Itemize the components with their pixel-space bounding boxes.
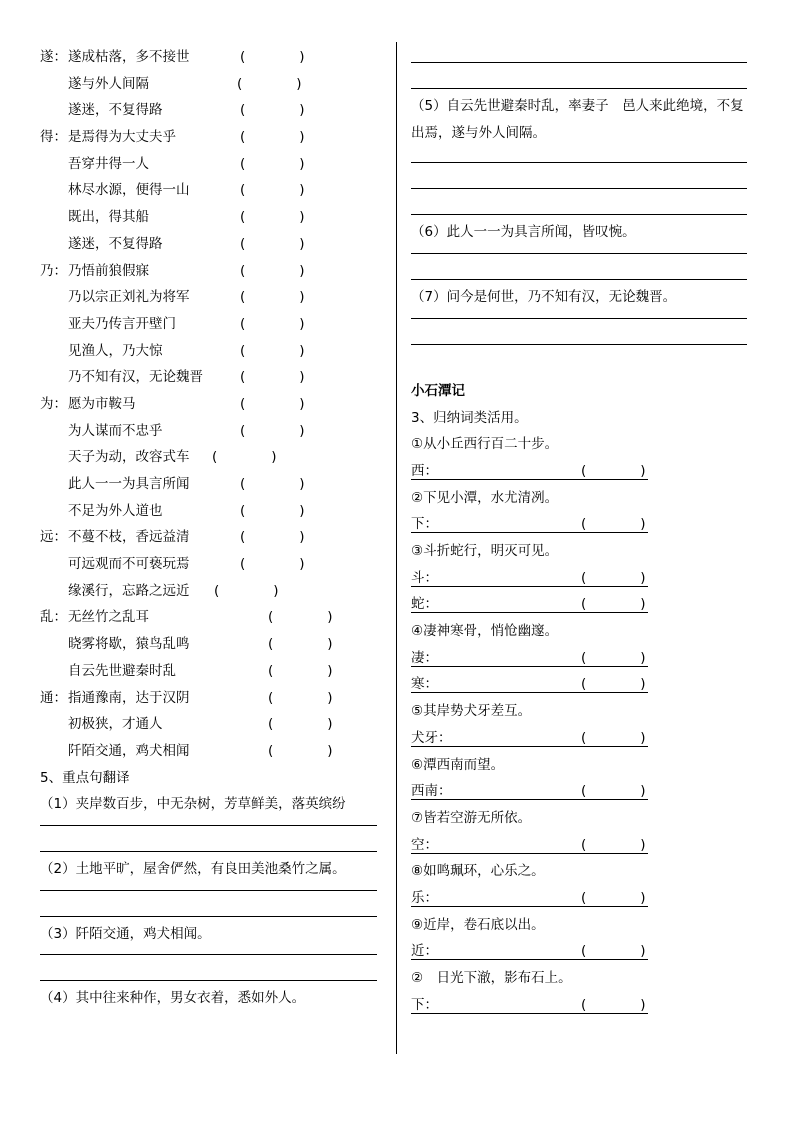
answer-blank[interactable]: ( ): [581, 996, 646, 1013]
answer-blank[interactable]: ( ): [240, 235, 305, 252]
fill-row: [411, 458, 756, 485]
vocab-phrase: 指通豫南，达于汉阴: [68, 689, 190, 706]
vocab-row: [40, 578, 380, 605]
fill-row: [411, 565, 756, 592]
translation-sentence: （6）此人一一为具言所闻，皆叹惋。: [411, 224, 636, 241]
answer-blank[interactable]: ( ): [581, 729, 646, 746]
answer-line[interactable]: [40, 954, 377, 955]
vocab-row: [40, 444, 380, 471]
answer-line[interactable]: [411, 279, 747, 280]
answer-line[interactable]: [40, 916, 377, 917]
left-column: [40, 44, 380, 1012]
example-sentence: ①从小丘西行百二十步。: [411, 436, 559, 453]
vocab-phrase: 遂迷，不复得路: [68, 235, 163, 252]
answer-line[interactable]: [40, 851, 377, 852]
translation-3: [40, 921, 380, 982]
vocab-phrase: 愿为市鞍马: [68, 395, 136, 412]
vocab-phrase: 此人一一为具言所闻: [68, 476, 190, 492]
vocab-key: 乱：: [40, 609, 67, 626]
answer-blank[interactable]: ( ): [240, 502, 305, 519]
answer-blank[interactable]: ( ): [581, 569, 646, 586]
answer-blank[interactable]: ( ): [581, 462, 646, 479]
answer-line[interactable]: [411, 162, 747, 163]
vocab-key: 得：: [40, 129, 67, 146]
answer-blank[interactable]: ( ): [237, 75, 302, 92]
fill-row: [411, 938, 756, 965]
translation-2: [40, 856, 380, 917]
answer-line[interactable]: [40, 825, 377, 826]
vocab-key: 远：: [40, 529, 67, 546]
answer-blank[interactable]: ( ): [240, 155, 305, 172]
fill-row: [411, 645, 756, 672]
word-label: 寒：: [411, 676, 438, 693]
conversion-list: [411, 431, 756, 1018]
translation-7: [411, 284, 756, 345]
answer-blank[interactable]: ( ): [581, 649, 646, 666]
answer-line[interactable]: [411, 344, 747, 345]
answer-blank[interactable]: ( ): [268, 662, 333, 679]
answer-blank[interactable]: ( ): [268, 689, 333, 706]
right-column: [411, 44, 756, 1018]
answer-blank[interactable]: ( ): [240, 315, 305, 332]
answer-blank[interactable]: ( ): [581, 783, 646, 800]
vocab-phrase: 缘溪行，忘路之远近: [68, 582, 190, 599]
vocab-row: [40, 471, 380, 498]
answer-blank[interactable]: ( ): [240, 262, 305, 279]
word-label: 蛇：: [411, 596, 438, 613]
vocab-row: [40, 658, 380, 685]
vocab-key: 为：: [40, 395, 67, 412]
answer-line[interactable]: [40, 890, 377, 891]
vocab-row: [40, 258, 380, 285]
translation-sentence: （5）自云先世避秦时乱，率妻子 邑人来此绝境，不复出焉，遂与外人间隔。: [411, 98, 744, 141]
word-label: 乐：: [411, 890, 438, 906]
answer-blank[interactable]: ( ): [268, 636, 333, 653]
translation-heading: 5、重点句翻译: [40, 769, 130, 786]
fill-row: [411, 591, 756, 618]
vocab-phrase: 不足为外人道也: [68, 502, 163, 519]
word-label: 西：: [411, 462, 438, 479]
vocab-phrase: 乃以宗正刘礼为将军: [68, 289, 190, 306]
answer-line[interactable]: [411, 88, 747, 89]
vocab-list: [40, 44, 380, 765]
answer-blank[interactable]: ( ): [240, 529, 305, 546]
answer-blank[interactable]: ( ): [240, 49, 305, 65]
answer-blank[interactable]: ( ): [581, 596, 646, 613]
vocab-phrase: 吾穿井得一人: [68, 155, 149, 172]
fill-row: [411, 511, 756, 538]
answer-blank[interactable]: ( ): [212, 449, 277, 466]
translation-sentence: （1）夹岸数百步，中无杂树，芳草鲜美，落英缤纷: [40, 796, 346, 813]
vocab-phrase: 晓雾将歇，猿鸟乱鸣: [68, 636, 190, 653]
example-sentence: ⑥潭西南而望。: [411, 756, 505, 773]
vocab-phrase: 遂与外人间隔: [68, 75, 149, 92]
vocab-key: 遂：: [40, 49, 67, 65]
section-heading: 3、归纳词类活用。: [411, 409, 528, 426]
word-label: 下：: [411, 996, 438, 1013]
vocab-phrase: 乃悟前狼假寐: [68, 262, 149, 279]
answer-blank[interactable]: ( ): [240, 289, 305, 306]
vocab-row: [40, 685, 380, 712]
answer-blank[interactable]: ( ): [240, 209, 305, 226]
answer-line[interactable]: [411, 253, 747, 254]
vocab-phrase: 初极狭，才通人: [68, 716, 163, 733]
example-sentence: ⑤其岸势犬牙差互。: [411, 703, 532, 720]
example-sentence: ③斗折蛇行，明灭可见。: [411, 542, 559, 559]
vocab-row: [40, 177, 380, 204]
answer-blank[interactable]: ( ): [581, 836, 646, 853]
vocab-key: 乃：: [40, 262, 67, 279]
vocab-phrase: 为人谋而不忠乎: [68, 422, 163, 439]
fill-row: [411, 671, 756, 698]
word-label: 斗：: [411, 569, 438, 586]
answer-blank[interactable]: ( ): [268, 609, 333, 626]
fill-row: [411, 725, 756, 752]
word-label: 西南：: [411, 783, 452, 800]
answer-blank[interactable]: ( ): [240, 182, 305, 199]
vocab-phrase: 亚夫乃传言开壁门: [68, 315, 176, 332]
answer-blank[interactable]: ( ): [214, 582, 279, 599]
translation-sentence: （7）问今是何世，乃不知有汉，无论魏晋。: [411, 289, 677, 306]
word-label: 下：: [411, 516, 438, 533]
vocab-row: [40, 284, 380, 311]
column-divider: [396, 42, 397, 1054]
fill-row: [411, 778, 756, 805]
answer-blank[interactable]: ( ): [268, 716, 333, 733]
vocab-row: [40, 97, 380, 124]
answer-blank[interactable]: ( ): [240, 395, 305, 412]
answer-blank[interactable]: ( ): [240, 102, 305, 119]
answer-blank[interactable]: ( ): [240, 476, 305, 492]
vocab-row: [40, 711, 380, 738]
vocab-row: [40, 204, 380, 231]
vocab-row: [40, 391, 380, 418]
vocab-phrase: 林尽水源，便得一山: [68, 182, 190, 199]
translation-1: [40, 791, 380, 852]
vocab-phrase: 乃不知有汉，无论魏晋: [68, 369, 203, 386]
vocab-row: [40, 418, 380, 445]
answer-blank[interactable]: ( ): [240, 422, 305, 439]
vocab-phrase: 阡陌交通，鸡犬相闻: [68, 742, 190, 759]
translation-sentence: （2）土地平旷，屋舍俨然，有良田美池桑竹之属。: [40, 860, 346, 877]
answer-blank[interactable]: ( ): [240, 129, 305, 146]
answer-line[interactable]: [411, 62, 747, 63]
example-sentence: ⑨近岸，卷石底以出。: [411, 916, 545, 933]
example-sentence: ④凄神寒骨，悄怆幽邃。: [411, 623, 559, 640]
section-title: 小石潭记: [411, 382, 465, 399]
word-label: 近：: [411, 943, 438, 960]
translation-6: [411, 219, 756, 280]
answer-blank[interactable]: ( ): [240, 556, 305, 573]
vocab-row: [40, 231, 380, 258]
vocab-phrase: 自云先世避秦时乱: [68, 662, 176, 679]
vocab-row: [40, 631, 380, 658]
answer-line[interactable]: [40, 980, 377, 981]
vocab-phrase: 不蔓不枝，香远益清: [68, 529, 190, 546]
vocab-phrase: 遂迷，不复得路: [68, 102, 163, 119]
example-sentence: ⑦皆若空游无所依。: [411, 809, 532, 826]
fill-row: [411, 885, 756, 912]
answer-line[interactable]: [411, 188, 747, 189]
vocab-phrase: 可远观而不可亵玩焉: [68, 556, 190, 573]
vocab-row: [40, 604, 380, 631]
answer-blank[interactable]: ( ): [581, 516, 646, 533]
answer-blank[interactable]: ( ): [581, 676, 646, 693]
fill-row: [411, 832, 756, 859]
answer-blank[interactable]: ( ): [581, 890, 646, 906]
vocab-row: [40, 738, 380, 765]
translation-5: [411, 93, 756, 215]
vocab-row: [40, 524, 380, 551]
vocab-phrase: 见渔人，乃大惊: [68, 342, 163, 359]
answer-blank[interactable]: ( ): [268, 742, 333, 759]
vocab-phrase: 既出，得其船: [68, 209, 149, 226]
vocab-row: [40, 338, 380, 365]
answer-line[interactable]: [411, 214, 747, 215]
vocab-phrase: 遂成枯落，多不接世: [68, 49, 190, 65]
vocab-phrase: 是焉得为大丈夫乎: [68, 129, 176, 146]
translation-sentence: （3）阡陌交通，鸡犬相闻。: [40, 925, 211, 942]
word-label: 空：: [411, 836, 438, 853]
vocab-row: [40, 124, 380, 151]
example-sentence: ②下见小潭，水尤清冽。: [411, 489, 559, 506]
vocab-row: [40, 44, 380, 71]
vocab-key: 通：: [40, 689, 67, 706]
word-label: 犬牙：: [411, 729, 452, 746]
answer-blank[interactable]: ( ): [240, 369, 305, 386]
translation-sentence: （4）其中往来种作，男女衣着，悉如外人。: [40, 990, 306, 1007]
vocab-row: [40, 498, 380, 525]
vocab-row: [40, 151, 380, 178]
vocab-row: [40, 71, 380, 98]
word-label: 凄：: [411, 649, 438, 666]
answer-line[interactable]: [411, 318, 747, 319]
vocab-row: [40, 311, 380, 338]
vocab-phrase: 天子为动，改容式车: [68, 449, 190, 466]
vocab-phrase: 无丝竹之乱耳: [68, 609, 149, 626]
vocab-row: [40, 364, 380, 391]
example-sentence: ② 日光下澈，影布石上。: [411, 970, 572, 987]
answer-blank[interactable]: ( ): [240, 342, 305, 359]
answer-blank[interactable]: ( ): [581, 943, 646, 960]
fill-row: [411, 992, 756, 1019]
translation-4: [40, 985, 380, 1012]
vocab-row: [40, 551, 380, 578]
example-sentence: ⑧如鸣珮环，心乐之。: [411, 863, 545, 880]
